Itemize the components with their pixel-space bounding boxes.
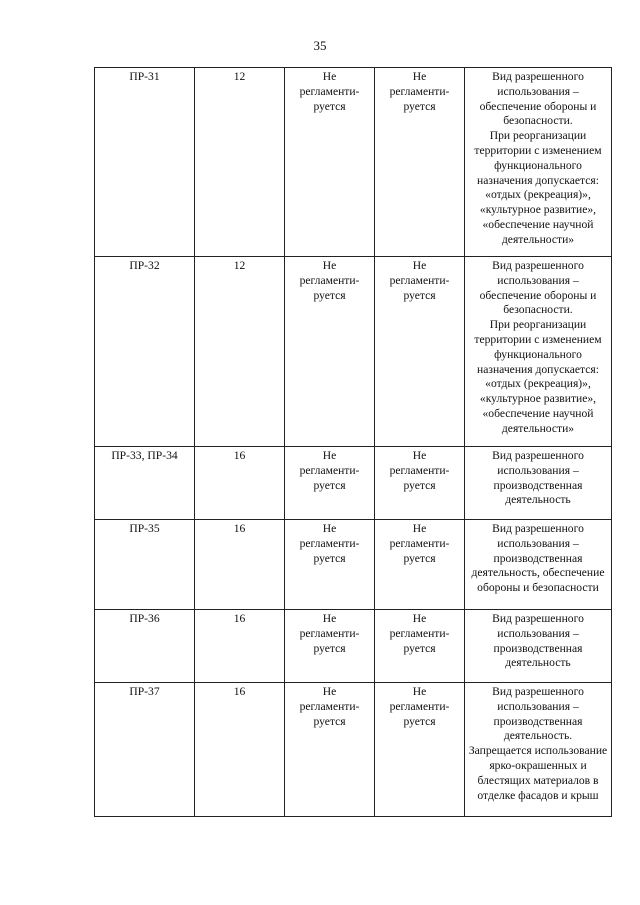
parameter-cell: Не регламенти- руется [375,257,465,447]
table-row [95,683,612,817]
table-row [95,68,612,257]
permitted-use-cell: Вид разрешенного использования – обеспечение обороны и безопасности. При реорганизации территории с изменением функционального назначения допускается: «отдых (рекреация)», «культурное развитие», «обеспечение научной деятельности» [465,68,612,257]
parameter-cell: Не регламенти- руется [375,520,465,610]
page-number: 35 [313,38,327,53]
permitted-use-cell: Вид разрешенного использования – обеспечение обороны и безопасности. При реорганизации территории с изменением функционального назначения допускается: «отдых (рекреация)», «культурное развитие», «обеспечение научной деятельности» [465,257,612,447]
height-limit-cell: 12 [195,257,285,447]
height-limit-cell: 16 [195,520,285,610]
permitted-use-cell: Вид разрешенного использования – производственная деятельность [465,447,612,520]
table-row [95,447,612,520]
parameter-cell: Не регламенти- руется [285,520,375,610]
zone-code-cell: ПР-31 [95,68,195,257]
height-limit-cell: 16 [195,447,285,520]
zone-code-cell: ПР-37 [95,683,195,817]
parameter-cell: Не регламенти- руется [375,610,465,683]
zone-code-cell: ПР-36 [95,610,195,683]
zone-code-cell: ПР-33, ПР-34 [95,447,195,520]
height-limit-cell: 16 [195,610,285,683]
parameter-cell: Не регламенти- руется [285,257,375,447]
table-row [95,257,612,447]
table-row [95,610,612,683]
zone-code-cell: ПР-32 [95,257,195,447]
height-limit-cell: 12 [195,68,285,257]
permitted-use-cell: Вид разрешенного использования – производственная деятельность, обеспечение обороны и безопасности [465,520,612,610]
permitted-use-cell: Вид разрешенного использования – производственная деятельность. Запрещается использование ярко-окрашенных и блестящих материалов в отделке фасадов и крыш [465,683,612,817]
parameter-cell: Не регламенти- руется [285,683,375,817]
zoning-regulations-table [94,67,612,817]
parameter-cell: Не регламенти- руется [375,68,465,257]
height-limit-cell: 16 [195,683,285,817]
parameter-cell: Не регламенти- руется [285,68,375,257]
parameter-cell: Не регламенти- руется [375,683,465,817]
parameter-cell: Не регламенти- руется [285,447,375,520]
zone-code-cell: ПР-35 [95,520,195,610]
parameter-cell: Не регламенти- руется [285,610,375,683]
permitted-use-cell: Вид разрешенного использования – производственная деятельность [465,610,612,683]
parameter-cell: Не регламенти- руется [375,447,465,520]
table-row [95,520,612,610]
